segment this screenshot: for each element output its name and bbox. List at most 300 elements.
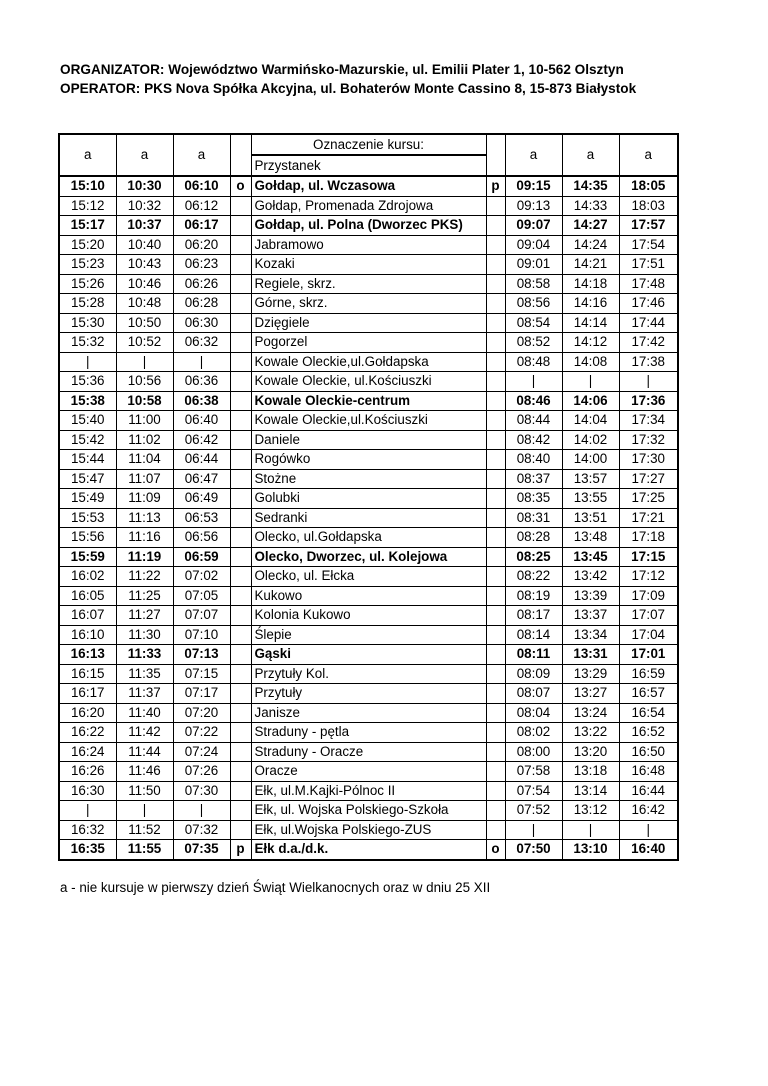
stop-name: Rogówko	[251, 450, 486, 470]
marker-left	[230, 255, 251, 275]
departure-left-3: 07:13	[173, 645, 230, 665]
departure-left-2: 11:52	[116, 820, 173, 840]
departure-right-3: 17:38	[619, 352, 678, 372]
timetable-row	[59, 411, 678, 431]
departure-left-3: 06:20	[173, 235, 230, 255]
departure-right-2: 14:27	[562, 216, 619, 236]
timetable-row	[59, 430, 678, 450]
timetable-header	[60, 60, 636, 98]
departure-left-1: 15:53	[59, 508, 116, 528]
departure-left-3: |	[173, 801, 230, 821]
departure-left-2: 11:46	[116, 762, 173, 782]
departure-right-2: 13:12	[562, 801, 619, 821]
marker-left	[230, 528, 251, 548]
departure-left-2: 11:19	[116, 547, 173, 567]
departure-right-2: 13:48	[562, 528, 619, 548]
marker-right	[486, 781, 505, 801]
course-code-right-2: a	[562, 134, 619, 176]
marker-left	[230, 235, 251, 255]
departure-left-1: 15:36	[59, 372, 116, 392]
departure-left-2: 10:46	[116, 274, 173, 294]
stop-name: Olecko, ul. Ełcka	[251, 567, 486, 587]
departure-left-1: 16:07	[59, 606, 116, 626]
departure-left-2: 11:40	[116, 703, 173, 723]
timetable-row	[59, 235, 678, 255]
departure-right-2: 13:20	[562, 742, 619, 762]
departure-right-1: 08:58	[505, 274, 562, 294]
departure-right-3: 16:42	[619, 801, 678, 821]
departure-right-1: 08:31	[505, 508, 562, 528]
timetable-row	[59, 801, 678, 821]
departure-right-1: 09:04	[505, 235, 562, 255]
departure-right-2: 14:02	[562, 430, 619, 450]
marker-right	[486, 469, 505, 489]
departure-left-2: 11:50	[116, 781, 173, 801]
marker-right	[486, 625, 505, 645]
departure-left-3: 07:22	[173, 723, 230, 743]
departure-right-3: 17:42	[619, 333, 678, 353]
departure-left-3: 06:53	[173, 508, 230, 528]
marker-left	[230, 489, 251, 509]
marker-right	[486, 742, 505, 762]
departure-right-1: 08:17	[505, 606, 562, 626]
departure-right-3: 17:18	[619, 528, 678, 548]
departure-right-1: 08:22	[505, 567, 562, 587]
departure-left-1: 15:10	[59, 176, 116, 196]
departure-left-2: 10:58	[116, 391, 173, 411]
departure-left-1: 16:20	[59, 703, 116, 723]
stop-name: Daniele	[251, 430, 486, 450]
marker-left	[230, 274, 251, 294]
timetable-row	[59, 294, 678, 314]
departure-left-3: 06:23	[173, 255, 230, 275]
marker-right	[486, 528, 505, 548]
departure-left-3: 06:28	[173, 294, 230, 314]
timetable-row	[59, 645, 678, 665]
departure-right-2: 14:08	[562, 352, 619, 372]
departure-left-2: 11:22	[116, 567, 173, 587]
departure-left-2: 11:07	[116, 469, 173, 489]
timetable-row	[59, 606, 678, 626]
marker-right	[486, 684, 505, 704]
departure-right-2: 14:14	[562, 313, 619, 333]
departure-left-1: 15:28	[59, 294, 116, 314]
stop-name: Straduny - pętla	[251, 723, 486, 743]
departure-right-2: 14:12	[562, 333, 619, 353]
departure-right-3: 18:05	[619, 176, 678, 196]
stop-name: Sedranki	[251, 508, 486, 528]
departure-right-2: 13:42	[562, 567, 619, 587]
departure-right-2: 13:31	[562, 645, 619, 665]
departure-right-3: 16:44	[619, 781, 678, 801]
stop-label: Przystanek	[251, 155, 486, 176]
departure-right-3: 17:25	[619, 489, 678, 509]
departure-left-2: 11:44	[116, 742, 173, 762]
marker-left	[230, 411, 251, 431]
departure-left-3: 06:32	[173, 333, 230, 353]
marker-right	[486, 450, 505, 470]
departure-right-2: 13:10	[562, 840, 619, 860]
departure-right-1: 08:00	[505, 742, 562, 762]
departure-left-3: |	[173, 352, 230, 372]
stop-name: Kolonia Kukowo	[251, 606, 486, 626]
timetable-row	[59, 547, 678, 567]
departure-right-1: 07:54	[505, 781, 562, 801]
marker-left	[230, 469, 251, 489]
timetable-row	[59, 820, 678, 840]
marker-right: p	[486, 176, 505, 196]
departure-right-1: 08:14	[505, 625, 562, 645]
marker-right	[486, 255, 505, 275]
marker-left: p	[230, 840, 251, 860]
departure-right-3: 17:48	[619, 274, 678, 294]
stop-name: Dzięgiele	[251, 313, 486, 333]
marker-left	[230, 684, 251, 704]
departure-right-1: 08:37	[505, 469, 562, 489]
departure-left-1: 15:32	[59, 333, 116, 353]
departure-left-1: |	[59, 801, 116, 821]
stop-name: Gąski	[251, 645, 486, 665]
departure-left-3: 06:26	[173, 274, 230, 294]
departure-left-1: 16:17	[59, 684, 116, 704]
timetable-row	[59, 489, 678, 509]
marker-right	[486, 489, 505, 509]
marker-right	[486, 645, 505, 665]
marker-left	[230, 508, 251, 528]
timetable-row	[59, 391, 678, 411]
departure-left-1: 15:38	[59, 391, 116, 411]
departure-left-1: 15:40	[59, 411, 116, 431]
departure-left-1: 15:17	[59, 216, 116, 236]
departure-left-1: 15:30	[59, 313, 116, 333]
departure-left-1: 15:56	[59, 528, 116, 548]
marker-right	[486, 723, 505, 743]
stop-name: Kowale Oleckie-centrum	[251, 391, 486, 411]
departure-left-3: 06:40	[173, 411, 230, 431]
marker-right	[486, 216, 505, 236]
departure-right-3: 17:09	[619, 586, 678, 606]
departure-left-1: 16:02	[59, 567, 116, 587]
departure-left-2: 10:43	[116, 255, 173, 275]
timetable-row	[59, 567, 678, 587]
timetable-row	[59, 176, 678, 196]
departure-right-2: 13:55	[562, 489, 619, 509]
departure-left-3: 06:42	[173, 430, 230, 450]
timetable-row	[59, 742, 678, 762]
timetable-row	[59, 255, 678, 275]
timetable-row	[59, 352, 678, 372]
departure-right-2: 14:33	[562, 196, 619, 216]
departure-right-3: 17:04	[619, 625, 678, 645]
course-code-right-1: a	[505, 134, 562, 176]
timetable-row	[59, 313, 678, 333]
departure-right-3: 17:34	[619, 411, 678, 431]
course-code-left-3: a	[173, 134, 230, 176]
departure-left-2: 10:52	[116, 333, 173, 353]
departure-left-1: 15:23	[59, 255, 116, 275]
marker-right	[486, 391, 505, 411]
departure-right-2: 13:24	[562, 703, 619, 723]
stop-name: Olecko, ul.Gołdapska	[251, 528, 486, 548]
marker-left	[230, 216, 251, 236]
stop-name: Kowale Oleckie,ul.Kościuszki	[251, 411, 486, 431]
departure-right-2: 13:22	[562, 723, 619, 743]
departure-left-2: 10:37	[116, 216, 173, 236]
departure-right-3: 17:54	[619, 235, 678, 255]
departure-right-1: 08:56	[505, 294, 562, 314]
marker-left	[230, 723, 251, 743]
marker-header-right	[486, 134, 505, 176]
marker-right	[486, 801, 505, 821]
course-code-right-3: a	[619, 134, 678, 176]
departure-left-1: 16:22	[59, 723, 116, 743]
course-code-left-1: a	[59, 134, 116, 176]
marker-left	[230, 294, 251, 314]
marker-right	[486, 567, 505, 587]
timetable-row	[59, 508, 678, 528]
departure-left-1: 15:20	[59, 235, 116, 255]
departure-right-1: 08:48	[505, 352, 562, 372]
departure-right-3: 16:54	[619, 703, 678, 723]
departure-right-3: 17:07	[619, 606, 678, 626]
stop-name: Janisze	[251, 703, 486, 723]
departure-right-3: 17:46	[619, 294, 678, 314]
departure-left-3: 06:10	[173, 176, 230, 196]
departure-left-1: 16:32	[59, 820, 116, 840]
marker-right	[486, 274, 505, 294]
departure-right-1: 09:07	[505, 216, 562, 236]
marker-right	[486, 411, 505, 431]
departure-right-2: 13:14	[562, 781, 619, 801]
departure-left-2: 11:37	[116, 684, 173, 704]
departure-left-3: 07:32	[173, 820, 230, 840]
departure-left-1: 16:30	[59, 781, 116, 801]
stop-name: Regiele, skrz.	[251, 274, 486, 294]
departure-left-1: 15:59	[59, 547, 116, 567]
departure-left-3: 06:49	[173, 489, 230, 509]
marker-right	[486, 196, 505, 216]
departure-left-3: 07:17	[173, 684, 230, 704]
marker-right	[486, 372, 505, 392]
departure-left-2: 11:42	[116, 723, 173, 743]
marker-left	[230, 430, 251, 450]
marker-right	[486, 703, 505, 723]
departure-left-3: 07:10	[173, 625, 230, 645]
departure-left-2: 11:13	[116, 508, 173, 528]
course-label: Oznaczenie kursu:	[251, 134, 486, 155]
marker-left	[230, 196, 251, 216]
departure-left-1: 16:10	[59, 625, 116, 645]
departure-left-2: 11:55	[116, 840, 173, 860]
marker-left	[230, 664, 251, 684]
stop-name: Przytuły	[251, 684, 486, 704]
departure-right-1: 08:54	[505, 313, 562, 333]
stop-name: Ełk, ul.M.Kajki-Pólnoc II	[251, 781, 486, 801]
timetable-row	[59, 684, 678, 704]
stop-name: Gołdap, Promenada Zdrojowa	[251, 196, 486, 216]
stop-name: Jabramowo	[251, 235, 486, 255]
marker-left	[230, 801, 251, 821]
footnote: a - nie kursuje w pierwszy dzień Świąt Wielkanocnych oraz w dniu 25 XII	[60, 880, 491, 895]
departure-right-3: 17:12	[619, 567, 678, 587]
departure-right-3: 17:27	[619, 469, 678, 489]
marker-left	[230, 567, 251, 587]
stop-name: Kowale Oleckie, ul.Kościuszki	[251, 372, 486, 392]
departure-right-2: 13:51	[562, 508, 619, 528]
marker-right: o	[486, 840, 505, 860]
timetable-row	[59, 274, 678, 294]
timetable-row	[59, 469, 678, 489]
departure-left-1: 15:44	[59, 450, 116, 470]
marker-left	[230, 391, 251, 411]
departure-right-1: 08:40	[505, 450, 562, 470]
header-row-course	[59, 134, 678, 155]
departure-left-2: 11:35	[116, 664, 173, 684]
departure-left-3: 06:36	[173, 372, 230, 392]
operator-line: OPERATOR: PKS Nova Spółka Akcyjna, ul. Bohaterów Monte Cassino 8, 15-873 Białystok	[60, 81, 637, 96]
marker-right	[486, 547, 505, 567]
departure-left-2: |	[116, 352, 173, 372]
departure-left-2: 10:48	[116, 294, 173, 314]
departure-right-2: 14:04	[562, 411, 619, 431]
departure-left-1: 15:49	[59, 489, 116, 509]
departure-right-2: 14:06	[562, 391, 619, 411]
departure-right-3: 16:52	[619, 723, 678, 743]
departure-left-3: 06:12	[173, 196, 230, 216]
marker-left: o	[230, 176, 251, 196]
departure-left-2: 10:50	[116, 313, 173, 333]
departure-left-3: 07:26	[173, 762, 230, 782]
departure-left-2: 10:32	[116, 196, 173, 216]
departure-left-1: 15:47	[59, 469, 116, 489]
departure-right-1: 08:42	[505, 430, 562, 450]
departure-right-2: 14:21	[562, 255, 619, 275]
marker-left	[230, 625, 251, 645]
departure-left-3: 07:05	[173, 586, 230, 606]
marker-right	[486, 762, 505, 782]
departure-right-2: 13:34	[562, 625, 619, 645]
marker-left	[230, 645, 251, 665]
departure-left-1: 16:13	[59, 645, 116, 665]
departure-right-1: |	[505, 820, 562, 840]
departure-right-1: 07:52	[505, 801, 562, 821]
departure-left-2: |	[116, 801, 173, 821]
timetable	[58, 133, 679, 861]
departure-left-3: 06:44	[173, 450, 230, 470]
departure-right-3: |	[619, 372, 678, 392]
stop-name: Gołdap, ul. Polna (Dworzec PKS)	[251, 216, 486, 236]
timetable-row	[59, 664, 678, 684]
departure-right-2: 13:37	[562, 606, 619, 626]
timetable-row	[59, 840, 678, 860]
departure-right-3: 17:36	[619, 391, 678, 411]
departure-left-1: |	[59, 352, 116, 372]
departure-left-3: 07:20	[173, 703, 230, 723]
departure-left-2: 11:04	[116, 450, 173, 470]
marker-left	[230, 606, 251, 626]
departure-right-2: 13:39	[562, 586, 619, 606]
departure-left-3: 07:35	[173, 840, 230, 860]
departure-right-1: 08:11	[505, 645, 562, 665]
stop-name: Kowale Oleckie,ul.Gołdapska	[251, 352, 486, 372]
stop-name: Gołdap, ul. Wczasowa	[251, 176, 486, 196]
departure-right-3: 17:30	[619, 450, 678, 470]
departure-right-1: 08:52	[505, 333, 562, 353]
departure-left-3: 06:38	[173, 391, 230, 411]
departure-left-1: 16:15	[59, 664, 116, 684]
departure-left-2: 10:56	[116, 372, 173, 392]
departure-left-3: 06:56	[173, 528, 230, 548]
marker-right	[486, 430, 505, 450]
departure-left-3: 06:47	[173, 469, 230, 489]
marker-right	[486, 508, 505, 528]
stop-name: Ełk d.a./d.k.	[251, 840, 486, 860]
timetable-row	[59, 703, 678, 723]
marker-right	[486, 352, 505, 372]
marker-right	[486, 333, 505, 353]
timetable-body	[59, 134, 678, 860]
departure-right-3: |	[619, 820, 678, 840]
departure-right-3: 16:40	[619, 840, 678, 860]
stop-name: Pogorzel	[251, 333, 486, 353]
marker-right	[486, 586, 505, 606]
departure-left-3: 07:02	[173, 567, 230, 587]
marker-left	[230, 820, 251, 840]
departure-right-1: 08:07	[505, 684, 562, 704]
departure-right-2: 13:18	[562, 762, 619, 782]
departure-left-3: 06:30	[173, 313, 230, 333]
departure-left-3: 07:07	[173, 606, 230, 626]
marker-right	[486, 664, 505, 684]
departure-right-3: 16:48	[619, 762, 678, 782]
marker-left	[230, 781, 251, 801]
departure-right-3: 17:51	[619, 255, 678, 275]
stop-name: Stożne	[251, 469, 486, 489]
stop-name: Ełk, ul. Wojska Polskiego-Szkoła	[251, 801, 486, 821]
stop-name: Ślepie	[251, 625, 486, 645]
marker-header-left	[230, 134, 251, 176]
course-code-left-2: a	[116, 134, 173, 176]
departure-right-1: 08:35	[505, 489, 562, 509]
departure-right-1: 08:04	[505, 703, 562, 723]
timetable-row	[59, 762, 678, 782]
timetable-row	[59, 625, 678, 645]
stop-name: Straduny - Oracze	[251, 742, 486, 762]
departure-right-1: 08:28	[505, 528, 562, 548]
departure-left-3: 07:30	[173, 781, 230, 801]
marker-left	[230, 742, 251, 762]
timetable-row	[59, 781, 678, 801]
marker-left	[230, 586, 251, 606]
departure-left-2: 11:25	[116, 586, 173, 606]
departure-left-2: 11:00	[116, 411, 173, 431]
departure-left-1: 15:26	[59, 274, 116, 294]
departure-right-2: |	[562, 372, 619, 392]
marker-right	[486, 313, 505, 333]
stop-name: Kukowo	[251, 586, 486, 606]
departure-left-3: 06:17	[173, 216, 230, 236]
marker-left	[230, 762, 251, 782]
departure-left-2: 11:16	[116, 528, 173, 548]
departure-right-1: 09:13	[505, 196, 562, 216]
departure-left-3: 06:59	[173, 547, 230, 567]
departure-right-1: 08:46	[505, 391, 562, 411]
departure-left-2: 11:02	[116, 430, 173, 450]
timetable-row	[59, 723, 678, 743]
departure-left-3: 07:15	[173, 664, 230, 684]
stop-name: Golubki	[251, 489, 486, 509]
departure-right-3: 16:59	[619, 664, 678, 684]
